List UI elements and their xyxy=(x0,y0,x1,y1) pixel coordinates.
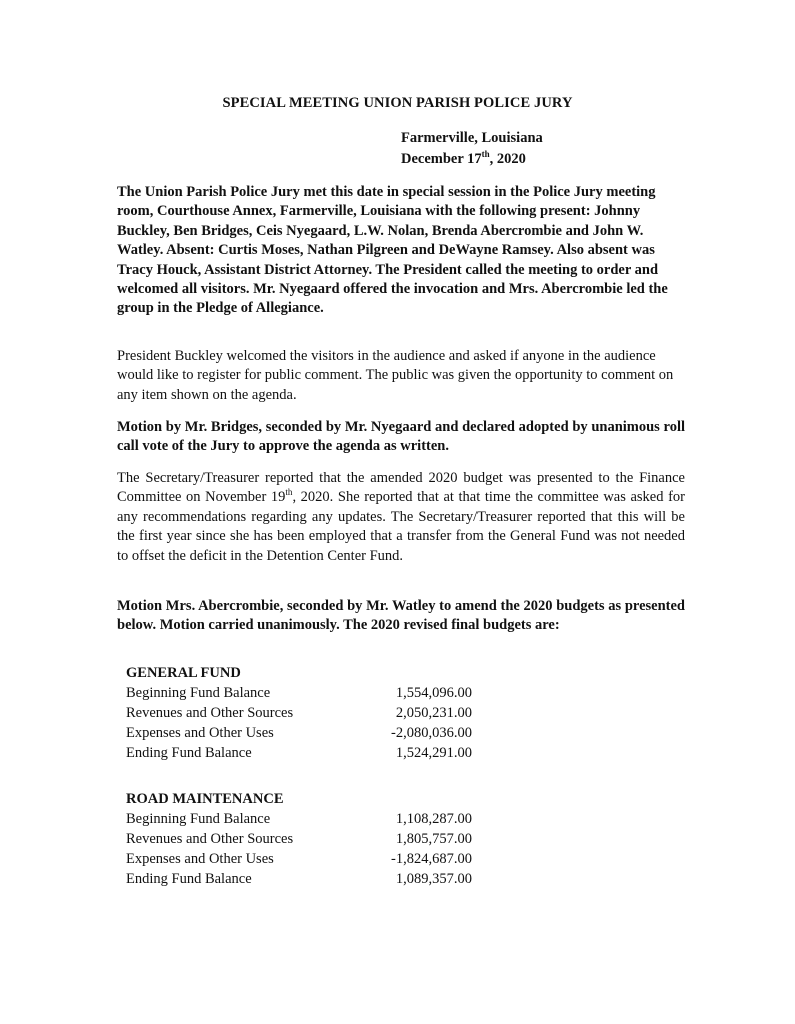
row-label: Expenses and Other Uses xyxy=(126,851,274,867)
table-row xyxy=(126,851,486,871)
meeting-date-suffix: th xyxy=(481,149,490,159)
row-label: Revenues and Other Sources xyxy=(126,705,294,721)
row-value: 1,805,757.00 xyxy=(395,831,472,847)
fund-title-general: GENERAL FUND xyxy=(126,665,241,681)
budget-report-text-a: The Secretary/Treasurer reported that the amended 2020 budget was presented to the Finance Committee on November 19 xyxy=(117,470,685,506)
meeting-date xyxy=(401,149,526,168)
row-value: 1,554,096.00 xyxy=(395,685,472,701)
budget-motion-paragraph: Motion Mrs. Abercrombie, seconded by Mr. Watley to amend the 2020 budgets as presented below. Motion carried unanimously. The 2020 revised final budgets are: xyxy=(117,598,685,634)
attendance-paragraph: The Union Parish Police Jury met this date in special session in the Police Jury meeting room, Courthouse Annex, Farmerville, Louisiana with the following present: Johnny Buckley, Ben Bridges, Ceis Nyegaard, L.W. Nolan, Brenda Abercrombie and John W. Watley. Absent: Curtis Moses, Nathan Pilgreen and DeWayne Ramsey. Also absent was Tracy Houck, Assistant District Attorney. The President called the meeting to order and welcomed all visitors. Mr. Nyegaard offered the invocation and Mrs. Abercrombie led the group in the Pledge of Allegiance. xyxy=(117,184,668,317)
meeting-date-year: , 2020 xyxy=(489,150,526,167)
meeting-date-text: December 17 xyxy=(401,150,482,167)
fund-title-road-maintenance: ROAD MAINTENANCE xyxy=(126,791,284,807)
table-row xyxy=(126,685,486,705)
row-label: Beginning Fund Balance xyxy=(126,685,271,701)
row-label: Expenses and Other Uses xyxy=(126,725,274,741)
meeting-location: Farmerville, Louisiana xyxy=(401,130,543,146)
public-comment-paragraph: President Buckley welcomed the visitors in the audience and asked if anyone in the audience would like to register for public comment. The public was given the opportunity to comment on any item shown on the agenda. xyxy=(117,348,674,403)
row-label: Ending Fund Balance xyxy=(126,871,252,887)
table-row xyxy=(126,745,486,765)
row-label: Beginning Fund Balance xyxy=(126,811,271,827)
row-value: -1,824,687.00 xyxy=(391,851,472,867)
table-row xyxy=(126,725,486,745)
table-row xyxy=(126,831,486,851)
row-label: Revenues and Other Sources xyxy=(126,831,294,847)
row-value: 1,108,287.00 xyxy=(395,811,472,827)
table-row xyxy=(126,811,486,831)
table-row xyxy=(126,871,486,891)
row-value: 1,524,291.00 xyxy=(395,745,472,761)
table-row xyxy=(126,705,486,725)
document-title: SPECIAL MEETING UNION PARISH POLICE JURY xyxy=(222,95,573,111)
row-value: -2,080,036.00 xyxy=(391,725,472,741)
budget-report-paragraph xyxy=(117,469,685,566)
agenda-motion-paragraph: Motion by Mr. Bridges, seconded by Mr. Nyegaard and declared adopted by unanimous roll call vote of the Jury to approve the agenda as written. xyxy=(117,419,685,455)
budget-report-sup: th xyxy=(285,487,293,498)
row-value: 2,050,231.00 xyxy=(395,705,472,721)
budget-report-text-b: , 2020. She reported that at that time the committee was asked for any recommendations regarding any updates. The Secretary/Treasurer reported that this will be the first year since she has been employed that a transfer from the General Fund was not needed to offset the deficit in the Detention Center Fund. xyxy=(117,489,685,564)
row-value: 1,089,357.00 xyxy=(395,871,472,887)
row-label: Ending Fund Balance xyxy=(126,745,252,761)
